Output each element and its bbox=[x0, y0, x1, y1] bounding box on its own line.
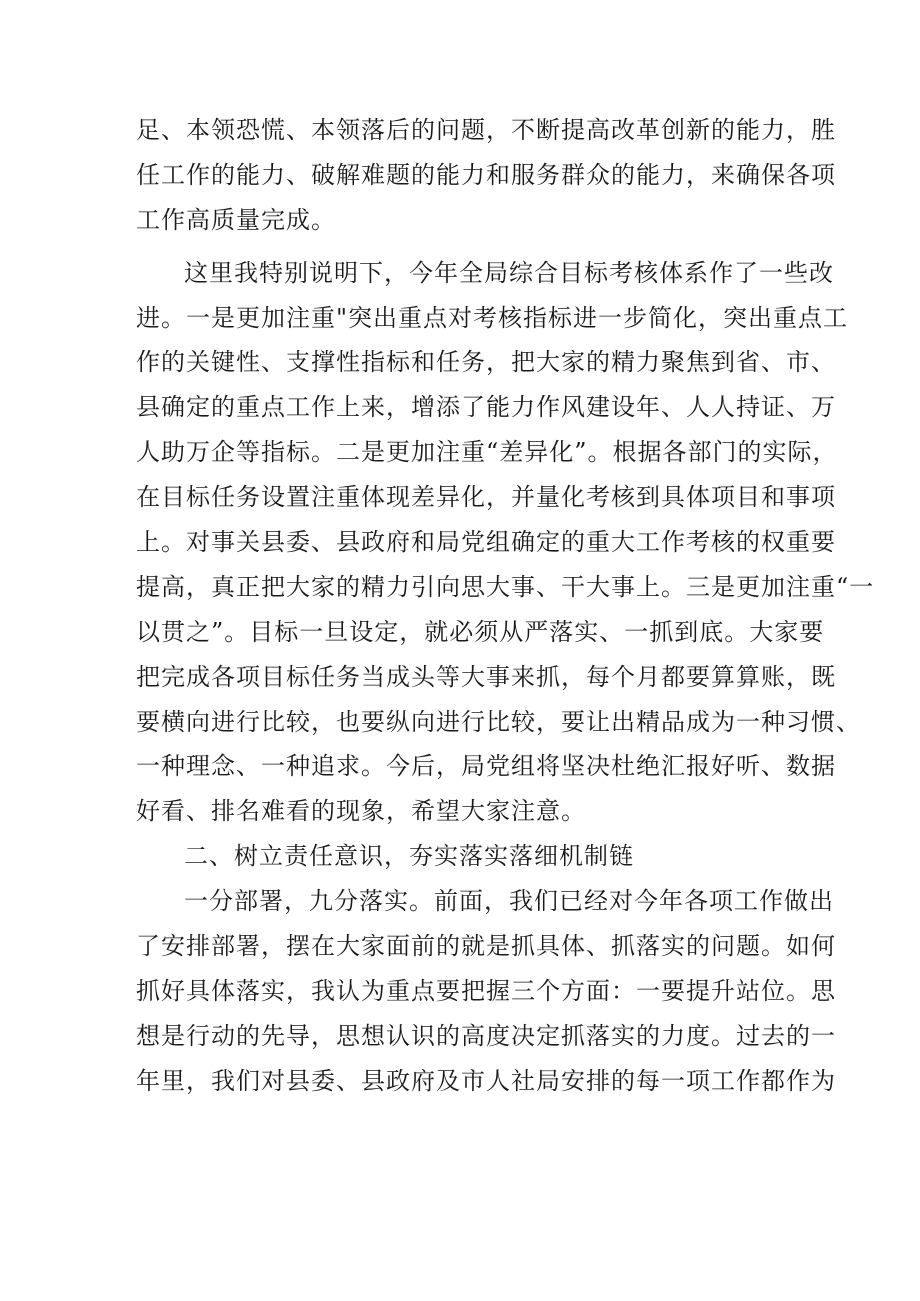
section-heading bbox=[136, 834, 796, 879]
text-line: 进。一是更加注重"突出重点对考核指标进一步简化，突出重点工 bbox=[136, 303, 849, 332]
text-line: 年里，我们对县委、县政府及市人社局安排的每一项工作都作为 bbox=[136, 1066, 836, 1095]
text-line: 想是行动的先导，思想认识的高度决定抓落实的力度。过去的一 bbox=[136, 1021, 836, 1050]
text-line: 任工作的能力、破解难题的能力和服务群众的能力，来确保各项 bbox=[136, 160, 836, 189]
text-line: 这里我特别说明下，今年全局综合目标考核体系作了一些改 bbox=[184, 258, 834, 287]
paragraph-implementation bbox=[136, 879, 836, 1103]
text-line: 提高，真正把大家的精力引向思大事、干大事上。三是更加注重“一 bbox=[136, 572, 875, 601]
text-line: 足、本领恐慌、本领落后的问题，不断提高改革创新的能力，胜 bbox=[136, 116, 836, 144]
text-line: 了安排部署，摆在大家面前的就是抓具体、抓落实的问题。如何 bbox=[136, 932, 836, 961]
text-line: 工作高质量完成。 bbox=[136, 205, 336, 234]
heading-text: 二、树立责任意识，夯实落实落细机制链 bbox=[184, 842, 634, 871]
text-line: 好看、排名难看的现象，希望大家注意。 bbox=[136, 797, 586, 826]
text-line: 作的关键性、支撑性指标和任务，把大家的精力聚焦到省、市、 bbox=[136, 348, 836, 377]
text-line: 一分部署，九分落实。前面，我们已经对今年各项工作做出 bbox=[184, 887, 834, 916]
text-line: 要横向进行比较，也要纵向进行比较，要让出精品成为一种习惯、 bbox=[136, 707, 861, 736]
text-line: 以贯之”。目标一旦设定，就必须从严落实、一抓到底。大家要 bbox=[136, 617, 825, 646]
text-line: 一种理念、一种追求。今后，局党组将坚决杜绝汇报好听、数据 bbox=[136, 752, 836, 781]
text-line: 上。对事关县委、县政府和局党组确定的重大工作考核的权重要 bbox=[136, 528, 836, 557]
paragraph-continuation bbox=[136, 108, 836, 243]
text-line: 人助万企等指标。二是更加注重“差异化”。根据各部门的实际， bbox=[136, 438, 838, 467]
paragraph-assessment-system bbox=[136, 251, 875, 835]
text-line: 县确定的重点工作上来，增添了能力作风建设年、人人持证、万 bbox=[136, 393, 836, 422]
document-body bbox=[136, 108, 875, 1104]
text-line: 抓好具体落实，我认为重点要把握三个方面：一要提升站位。思 bbox=[136, 976, 836, 1005]
text-line: 把完成各项目标任务当成头等大事来抓，每个月都要算算账，既 bbox=[136, 662, 836, 691]
text-line: 在目标任务设置注重体现差异化，并量化考核到具体项目和事项 bbox=[136, 483, 836, 512]
